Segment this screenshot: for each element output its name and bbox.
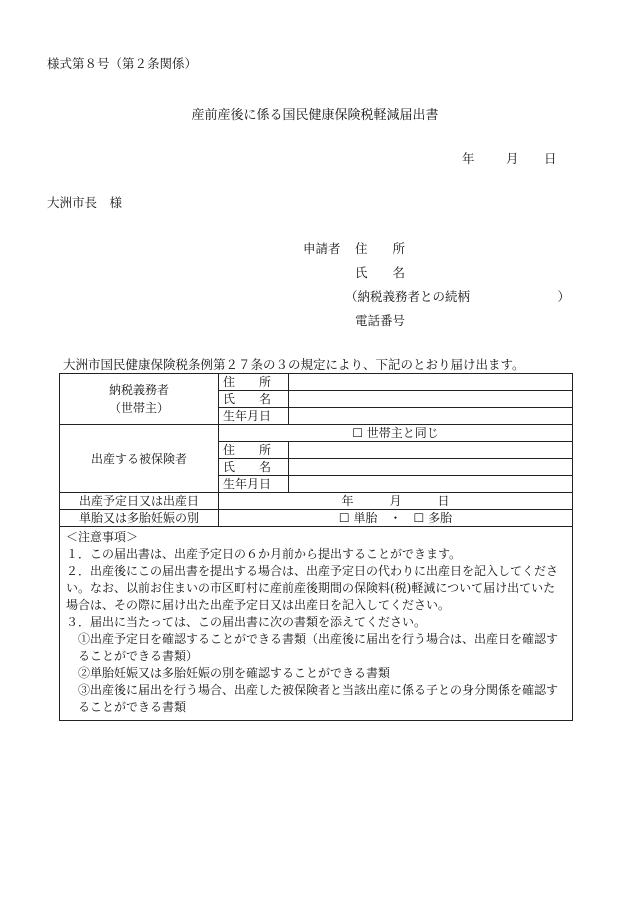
due-date-field[interactable]: 年 月 日 <box>219 493 573 510</box>
addressee: 大洲市長 様 <box>47 195 123 210</box>
same-as-head-checkbox[interactable] <box>219 425 573 442</box>
note-item-1: １．この届出書は、出産予定日の６か月前から提出することができます。 <box>66 547 462 561</box>
year-label: 年 <box>462 151 475 166</box>
taxpayer-name-label: 氏 名 <box>219 391 289 408</box>
taxpayer-name-field[interactable] <box>289 391 573 408</box>
notes-heading: ＜注意事項＞ <box>66 530 139 544</box>
applicant-label: 申請者 <box>303 241 341 256</box>
preamble-text: 大洲市国民健康保険税条例第２７条の３の規定により、下記のとおり届け出ます。 <box>63 357 525 372</box>
same-as-head-text: ☐ 世帯主と同じ <box>352 426 439 440</box>
insured-address-field[interactable] <box>289 442 573 459</box>
notification-form-table <box>59 373 573 721</box>
day-label: 日 <box>543 151 557 166</box>
insured-name-label: 氏 名 <box>219 459 289 476</box>
taxpayer-birthdate-field[interactable] <box>289 408 573 425</box>
note-subitem-1: ①出産予定日を確認することができる書類（出産後に届出を行う場合は、出産日を確認することができる書類） <box>78 632 559 663</box>
taxpayer-label-line1: 納税義務者 <box>108 383 169 397</box>
taxpayer-address-field[interactable] <box>289 374 573 391</box>
pregnancy-type-field[interactable] <box>219 510 573 527</box>
applicant-address-label: 住 所 <box>355 241 406 256</box>
pregnancy-type-options: ☐ 単胎 ・ ☐ 多胎 <box>338 511 453 525</box>
applicant-name-label: 氏 名 <box>355 265 406 280</box>
note-subitem-2: ②単胎妊娠又は多胎妊娠の別を確認することができる書類 <box>78 666 391 680</box>
due-date-label: 出産予定日又は出産日 <box>60 493 219 510</box>
note-item-2: ２．出産後にこの届出書を提出する場合は、出産予定日の代わりに出産日を記入してください。なお、以前お住まいの市区町村に産前産後期間の保険料(税)軽減について届け出ていた場合は、その際に届け出た出産予定日又は出産日を記入してください。 <box>66 564 559 612</box>
note-item-3: ３．届出に当たっては、この届出書に次の書類を添えてください。 <box>66 615 427 629</box>
applicant-relation-label: （納税義務者との続柄 ） <box>345 289 571 304</box>
insured-address-label: 住 所 <box>219 442 289 459</box>
taxpayer-address-label: 住 所 <box>219 374 289 391</box>
insured-birthdate-label: 生年月日 <box>219 476 289 493</box>
document-title: 産前産後に係る国民健康保険税軽減届出書 <box>191 108 439 123</box>
month-label: 月 <box>505 151 519 166</box>
insured-birthdate-field[interactable] <box>289 476 573 493</box>
taxpayer-label <box>60 374 219 425</box>
submission-date <box>462 149 556 167</box>
insured-label: 出産する被保険者 <box>60 425 219 493</box>
form-number: 様式第８号（第２条関係） <box>47 56 198 71</box>
notes-section <box>60 527 573 721</box>
taxpayer-label-line2: （世帯主） <box>108 401 169 415</box>
insured-name-field[interactable] <box>289 459 573 476</box>
applicant-phone-label: 電話番号 <box>355 313 406 328</box>
taxpayer-birthdate-label: 生年月日 <box>219 408 289 425</box>
note-subitem-3: ③出産後に届出を行う場合、出産した被保険者と当該出産に係る子との身分関係を確認することができる書類 <box>78 683 559 714</box>
pregnancy-type-label: 単胎又は多胎妊娠の別 <box>60 510 219 527</box>
